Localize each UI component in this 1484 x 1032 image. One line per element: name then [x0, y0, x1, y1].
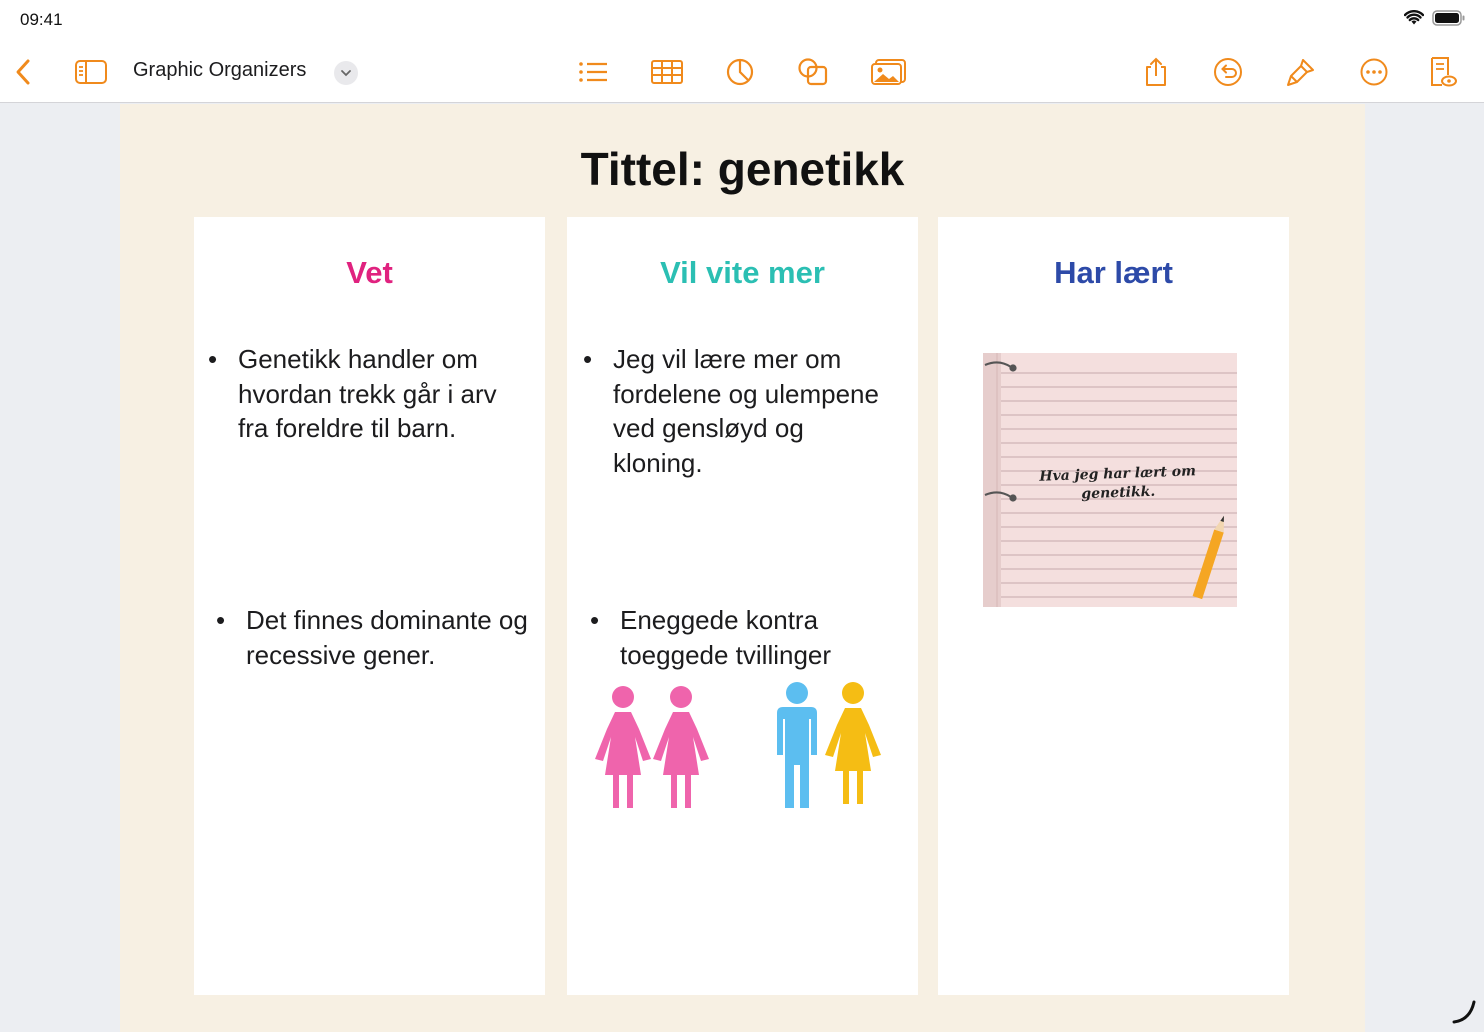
bullet-text: Eneggede kontra toeggede tvillinger — [620, 605, 832, 670]
bullet-dot: • — [590, 605, 600, 635]
undo-icon[interactable] — [1210, 54, 1246, 90]
column-har-laert[interactable] — [938, 217, 1289, 995]
notebook-caption: Hva jeg har lært om genetikk. — [1039, 463, 1197, 503]
bullet-text: Genetikk handler om hvordan trekk går i arv fra foreldre til barn. — [238, 344, 497, 443]
male-figure-icon — [777, 682, 817, 808]
back-icon[interactable] — [6, 54, 42, 90]
bullet-item[interactable] — [583, 342, 881, 480]
document-title[interactable]: Graphic Organizers — [133, 59, 307, 81]
twins-illustration[interactable] — [595, 677, 895, 812]
bullet-text: Det finnes dominante og recessive gener. — [246, 605, 528, 670]
reader-view-icon[interactable] — [1425, 54, 1461, 90]
list-icon[interactable] — [575, 54, 611, 90]
female-figure-icon — [653, 686, 709, 808]
page-title[interactable]: Tittel: genetikk — [580, 143, 905, 195]
bullet-item[interactable] — [208, 342, 533, 446]
shapes-icon[interactable] — [795, 54, 831, 90]
status-time: 09:41 — [20, 10, 63, 29]
table-icon[interactable] — [649, 54, 685, 90]
media-icon[interactable] — [871, 54, 907, 90]
status-bar — [0, 0, 1484, 40]
notebook-image[interactable] — [983, 353, 1237, 607]
column-heading-vet[interactable]: Vet — [346, 255, 393, 290]
chevron-down-icon[interactable] — [334, 61, 358, 85]
format-brush-icon[interactable] — [1283, 54, 1319, 90]
female-figure-icon — [595, 686, 651, 808]
document-page[interactable] — [120, 104, 1365, 1032]
chart-icon[interactable] — [722, 54, 758, 90]
wifi-icon — [1404, 10, 1424, 31]
bullet-dot: • — [216, 605, 226, 635]
share-icon[interactable] — [1138, 54, 1174, 90]
battery-icon — [1432, 10, 1466, 31]
bullet-item[interactable] — [590, 603, 870, 672]
female-figure-icon — [825, 682, 881, 804]
bullet-item[interactable] — [216, 603, 536, 672]
column-heading-vil-vite-mer[interactable]: Vil vite mer — [660, 255, 825, 290]
sidebar-icon[interactable] — [73, 54, 109, 90]
column-heading-har-laert[interactable]: Har lært — [1054, 255, 1173, 290]
toolbar — [0, 40, 1484, 103]
scroll-indicator-icon[interactable] — [1450, 998, 1478, 1026]
more-icon[interactable] — [1356, 54, 1392, 90]
bullet-dot: • — [208, 344, 218, 374]
column-vet[interactable] — [194, 217, 545, 995]
bullet-text: Jeg vil lære mer om fordelene og ulempene ved gensløyd og kloning. — [613, 344, 879, 478]
bullet-dot: • — [583, 344, 593, 374]
column-vil-vite-mer[interactable] — [567, 217, 918, 995]
